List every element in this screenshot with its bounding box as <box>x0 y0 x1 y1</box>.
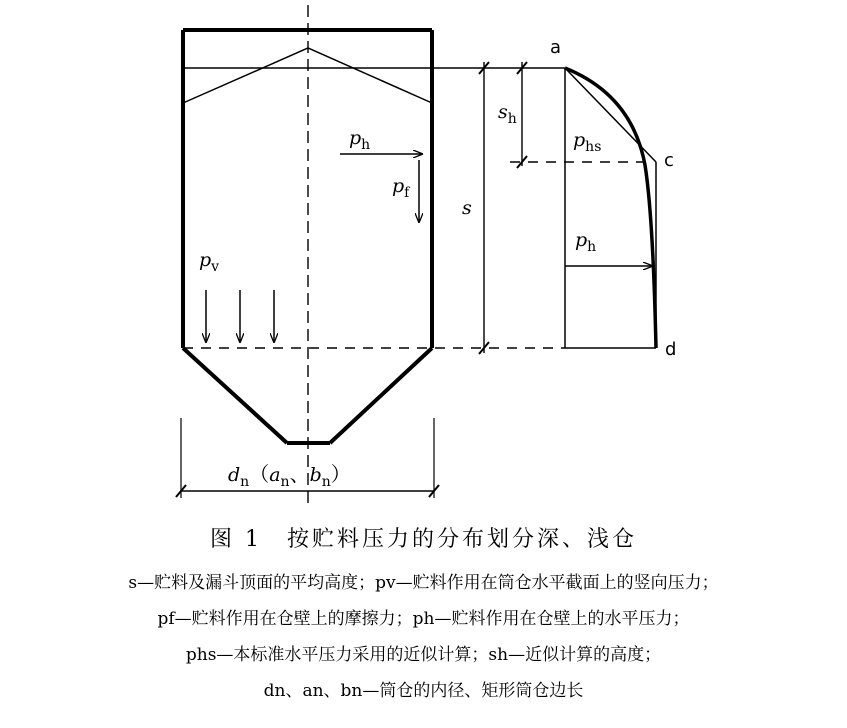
diameter-label: dn（an、bn） <box>228 462 351 490</box>
legend-line-3: phs—本标准水平压力采用的近似计算；sh—近似计算的高度； <box>185 645 662 665</box>
sh-label: sh <box>498 101 517 127</box>
s-label: s <box>462 197 472 219</box>
material-surface-cone <box>183 48 432 103</box>
point-d-label: d <box>665 339 677 360</box>
legend-line-1: s—贮料及漏斗顶面的平均高度；pv—贮料作用在筒仓水平截面上的竖向压力； <box>128 573 719 593</box>
point-a-label: a <box>550 37 562 58</box>
sh-dimension-line <box>517 62 527 168</box>
pv-label: pv <box>199 249 220 275</box>
ph-distribution-label: ph <box>575 229 597 255</box>
legend-line-4: dn、an、bn—筒仓的内径、矩形筒仓边长 <box>263 681 584 701</box>
figure-title: 图 1 按贮料压力的分布划分深、浅仓 <box>210 527 637 552</box>
legend-line-2: pf—贮料作用在仓壁上的摩擦力；ph—贮料作用在仓壁上的水平压力； <box>157 609 690 629</box>
pf-label: pf <box>392 175 410 201</box>
janssen-pressure-curve <box>565 68 656 348</box>
ph-label: ph <box>349 127 371 153</box>
point-c-label: c <box>664 150 674 171</box>
phs-label: phs <box>573 129 602 155</box>
s-dimension-line <box>479 62 489 354</box>
